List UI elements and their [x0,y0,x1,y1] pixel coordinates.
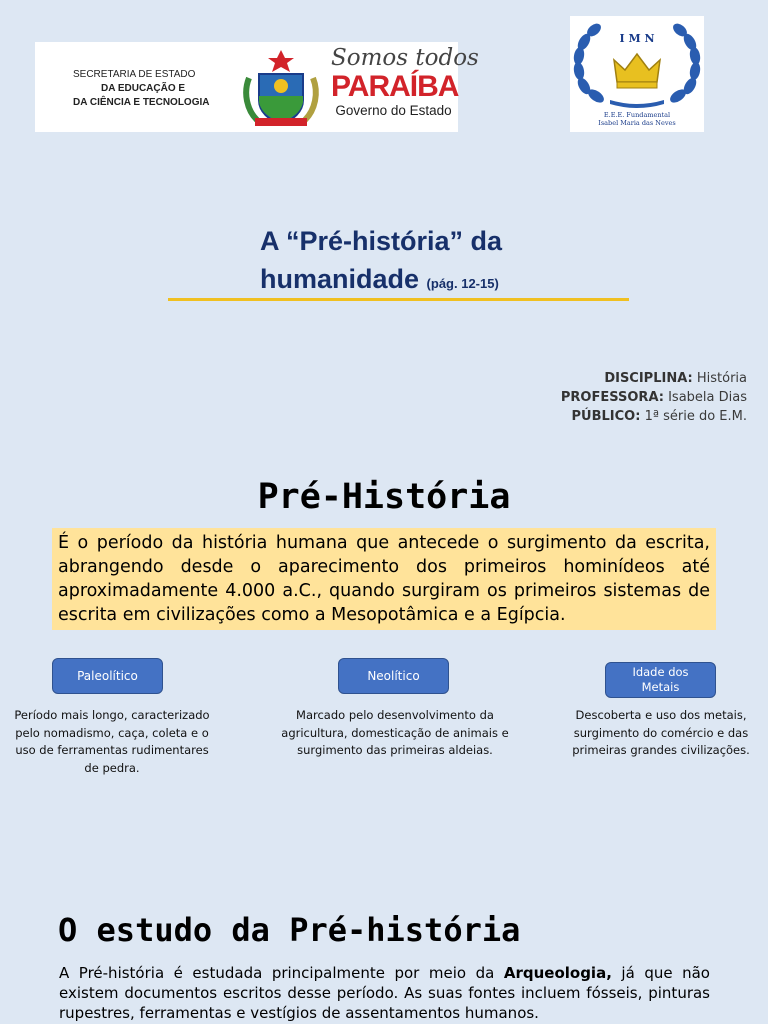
brand-block [331,44,479,120]
brand-government: Governo do Estado [335,103,452,118]
brand-slogan: Somos todos [331,45,479,71]
study-heading: O estudo da Pré-história [58,911,521,949]
school-initials: I M N [619,32,655,45]
definition-text: É o período da história humana que antecede o surgimento da escrita, abrangendo desde o aparecimento dos primeiros hominídeos até aproximadamente 4.000 a.C., quando surgiram os primeiros sistemas de escrita em civilizações como a Mesopotâmica e a Egípcia. [58,533,710,625]
neolithic-button[interactable]: Neolítico [338,658,449,694]
discipline-value: História [696,371,747,386]
state-crest-icon [241,48,321,128]
teacher-value: Isabela Dias [668,390,747,405]
laurel-crown-icon [570,16,704,112]
neolithic-description: Marcado pelo desenvolvimento da agricultura, domesticação de animais e surgimento das primeiras aldeias. [281,708,509,757]
brand-state: PARAÍBA [331,70,459,103]
title-underline [168,298,629,301]
department-name: SECRETARIA DE ESTADO DA EDUCAÇÃO E DA CIÊNCIA E TECNOLOGIA [73,69,210,108]
study-text: A Pré-história é estudada principalmente por meio da Arqueologia, já que não existem documentos escritos desse período. As suas fontes incluem fósseis, pinturas rupestres, ferramentas e vestígios de assentamentos humanos. [59,964,710,1022]
course-info: DISCIPLINA: História PROFESSORA: Isabela Dias PÚBLICO: 1ª série do E.M. [560,371,747,424]
paleolithic-button[interactable]: Paleolítico [52,658,163,694]
paleolithic-description: Período mais longo, caracterizado pelo nomadismo, caça, coleta e o uso de ferramentas rudimentares de pedra. [14,708,210,775]
prehistory-heading: Pré-História [257,477,511,517]
audience-value: 1ª série do E.M. [644,409,747,424]
government-logo [35,42,479,132]
metal-age-description: Descoberta e uso dos metais, surgimento do comércio e das primeiras grandes civilizações. [572,708,750,757]
school-logo [570,16,704,132]
page-range: (pág. 12-15) [426,276,499,291]
school-name: E.E.E. Fundamental Isabel Maria das Neves [598,111,676,127]
definition-box [52,528,716,630]
metal-age-button[interactable]: Idade dos Metais [605,662,716,698]
page-title: A “Pré-história” da humanidade (pág. 12-15) [260,226,503,294]
